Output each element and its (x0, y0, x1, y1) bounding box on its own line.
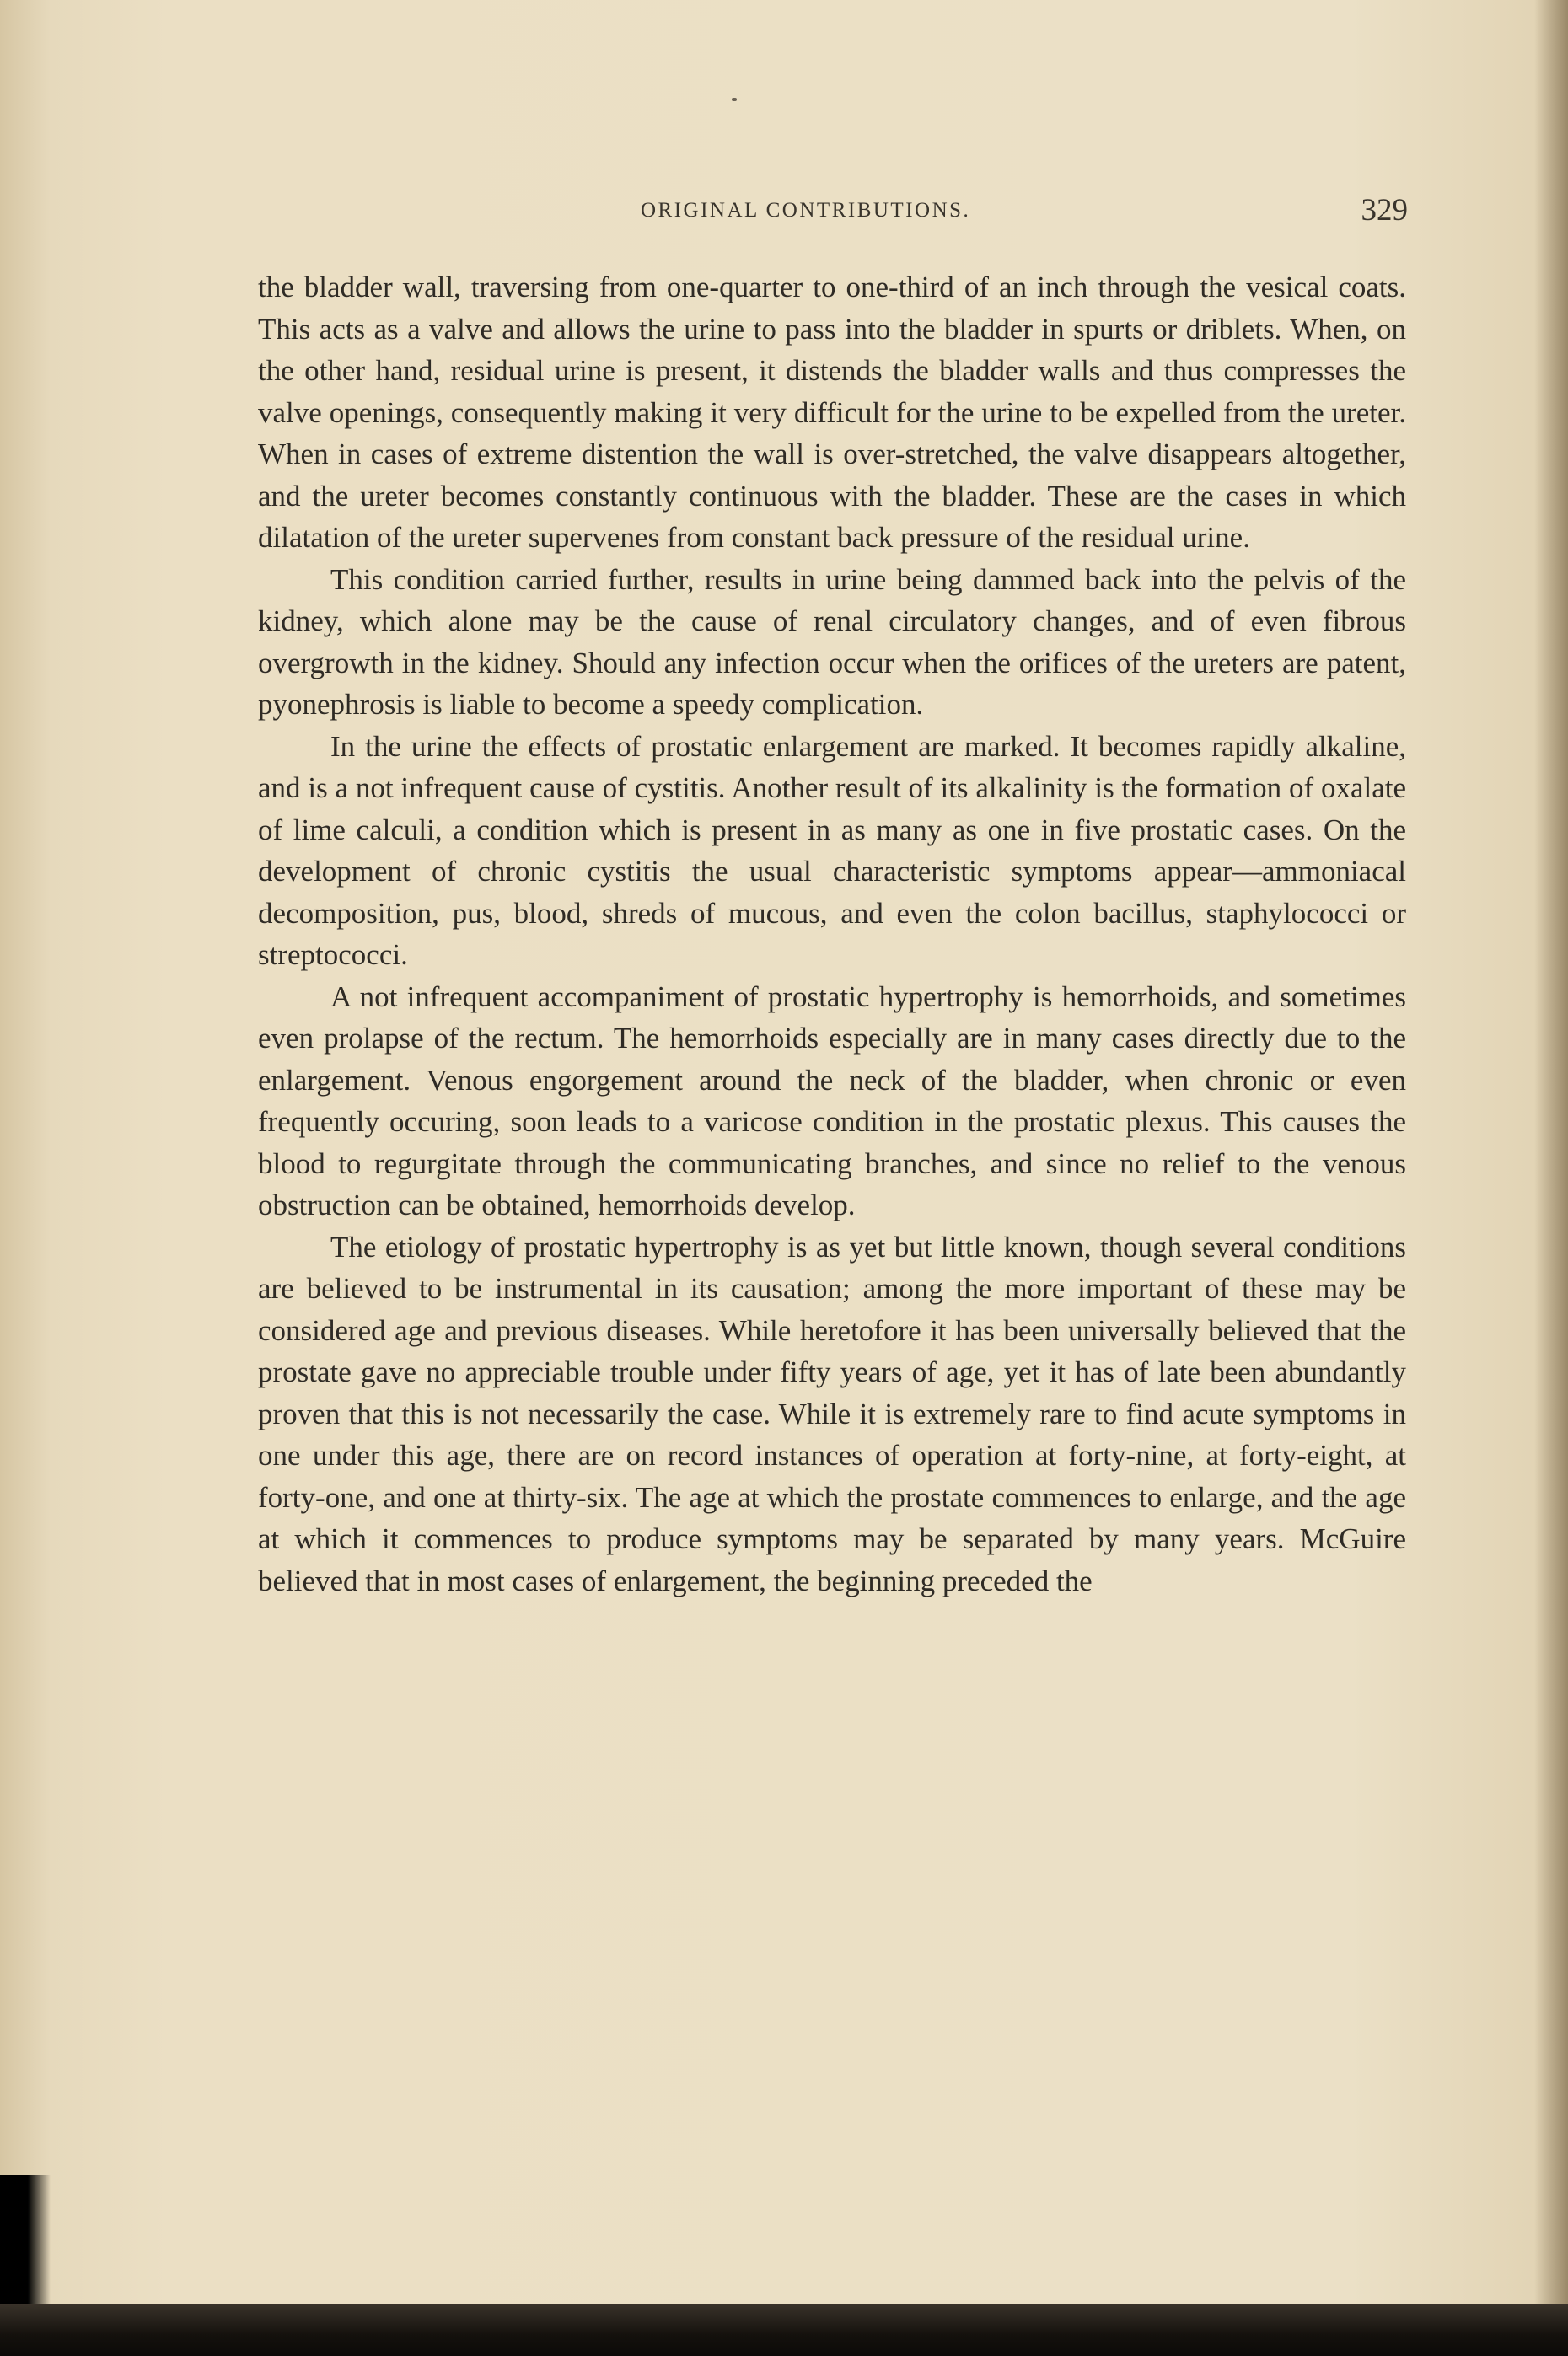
paragraph: A not infrequent accompaniment of prostatic hypertrophy is hemorrhoids, and sometimes even prolapse of the rectum. The hemorrhoids especially are in many cases directly due to the enlargement. Venous engorgement around the neck of the bladder, when chronic or even frequently occuring, soon leads to a varicose condition in the prostatic plexus. This causes the blood to regurgitate through the communicating branches, and since no relief to the venous obstruction can be obtained, hemorrhoids develop. (258, 979, 1406, 1221)
paragraph: This condition carried further, results in urine being dammed back into the pelvis of the kidney, which alone may be the cause of renal circulatory changes, and of even fibrous overgrowth in the kidney. Should any infection occur when the orifices of the ureters are patent, pyonephrosis is liable to become a speedy complication. (258, 562, 1406, 721)
running-head (253, 192, 1408, 234)
article-body (258, 266, 1406, 1602)
running-title: ORIGINAL CONTRIBUTIONS. (641, 199, 971, 222)
page-edge-shadow (1534, 0, 1568, 2356)
page-number: 329 (1361, 193, 1408, 228)
ink-speck (732, 98, 737, 101)
paragraph: In the urine the effects of prostatic enlargement are marked. It becomes rapidly alkaline, and is a not infrequent cause of cystitis. Another result of its alkalinity is the formation of oxalate of lime calculi, a condition which is present in as many as one in five prostatic cases. On the development of chronic cystitis the usual characteristic symptoms appear—ammoniacal decomposition, pus, blood, shreds of mucous, and even the colon bacillus, staphylococci or streptococci. (258, 729, 1406, 971)
paragraph: the bladder wall, traversing from one-quarter to one-third of an inch through the vesical coats. This acts as a valve and allows the urine to pass into the bladder in spurts or driblets. When, on the other hand, residual urine is present, it distends the bladder walls and thus compresses the valve openings, consequently making it very difficult for the urine to be expelled from the ureter. When in cases of extreme distention the wall is over-stretched, the valve disappears altogether, and the ureter becomes constantly continuous with the bladder. These are the cases in which dilatation of the ureter supervenes from constant back pressure of the residual urine. (258, 271, 1406, 554)
binding-shadow (0, 2175, 51, 2310)
paragraph: The etiology of prostatic hypertrophy is as yet but little known, though several conditions are believed to be instrumental in its causation; among the more important of these may be considered age and previous diseases. While heretofore it has been universally believed that the prostate gave no appreciable trouble under fifty years of age, yet it has of late been abundantly proven that this is not necessarily the case. While it is extremely rare to find acute symptoms in one under this age, there are on record instances of operation at forty-nine, at forty-eight, at forty-one, and one at thirty-six. The age at which the prostate commences to enlarge, and the age at which it commences to produce symptoms may be separated by many years. McGuire believed that in most cases of enlargement, the beginning preceded the (258, 1230, 1406, 1597)
scan-bottom-edge (0, 2304, 1568, 2356)
